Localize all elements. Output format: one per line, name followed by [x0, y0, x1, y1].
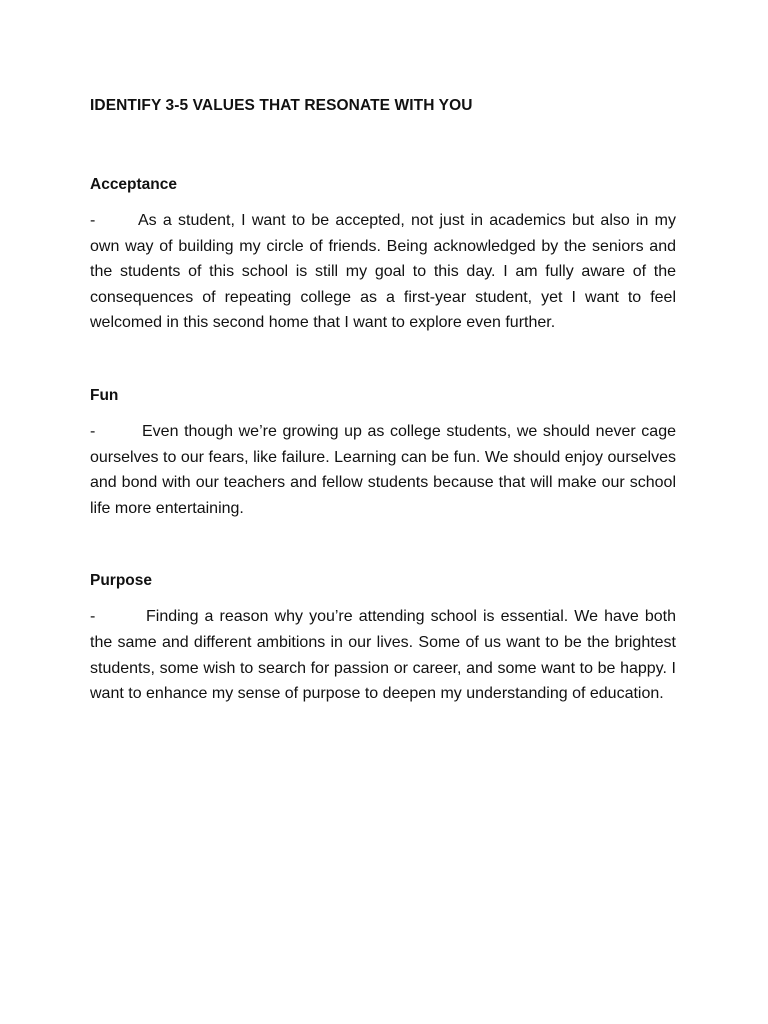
- document-content: [90, 94, 676, 707]
- document-title: IDENTIFY 3-5 VALUES THAT RESONATE WITH YOU: [90, 97, 473, 114]
- bullet-dash: -: [90, 212, 96, 229]
- spacer: [90, 593, 676, 604]
- section-text-acceptance: As a student, I want to be accepted, not just in academics but also in my own way of building my circle of friends. Being acknowledged by the seniors and the students of this school is still my goal to this day. I am fully aware of the consequences of repeating college as a first-year student, yet I want to feel welcomed in this second home that I want to explore even further.: [90, 212, 676, 332]
- bullet-dash: -: [90, 608, 96, 626]
- section-body-acceptance: [90, 208, 676, 336]
- section-body-fun: [90, 419, 676, 521]
- section-heading-purpose: Purpose: [90, 572, 153, 590]
- spacer: [90, 408, 676, 419]
- spacer: [90, 336, 676, 384]
- spacer: [90, 197, 676, 208]
- bullet-dash: -: [90, 422, 96, 440]
- section-fun: [90, 384, 676, 521]
- spacer: [90, 521, 676, 569]
- section-acceptance: [90, 173, 676, 336]
- section-heading-acceptance: Acceptance: [90, 176, 178, 193]
- section-text-purpose: Finding a reason why you’re attending school is essential. We have both the same and different ambitions in our lives. Some of us want to be the brightest students, some wish to search for passion or career, and some want to be happy. I want to enhance my sense of purpose to deepen my understanding of education.: [90, 608, 676, 703]
- section-text-fun: Even though we’re growing up as college students, we should never cage ourselves to our fears, like failure. Learning can be fun. We should enjoy ourselves and bond with our teachers and fellow students because that will make our school life more entertaining.: [90, 422, 676, 517]
- section-heading-fun: Fun: [90, 386, 119, 404]
- spacer: [90, 118, 676, 173]
- section-body-purpose: [90, 604, 676, 706]
- section-purpose: [90, 569, 676, 706]
